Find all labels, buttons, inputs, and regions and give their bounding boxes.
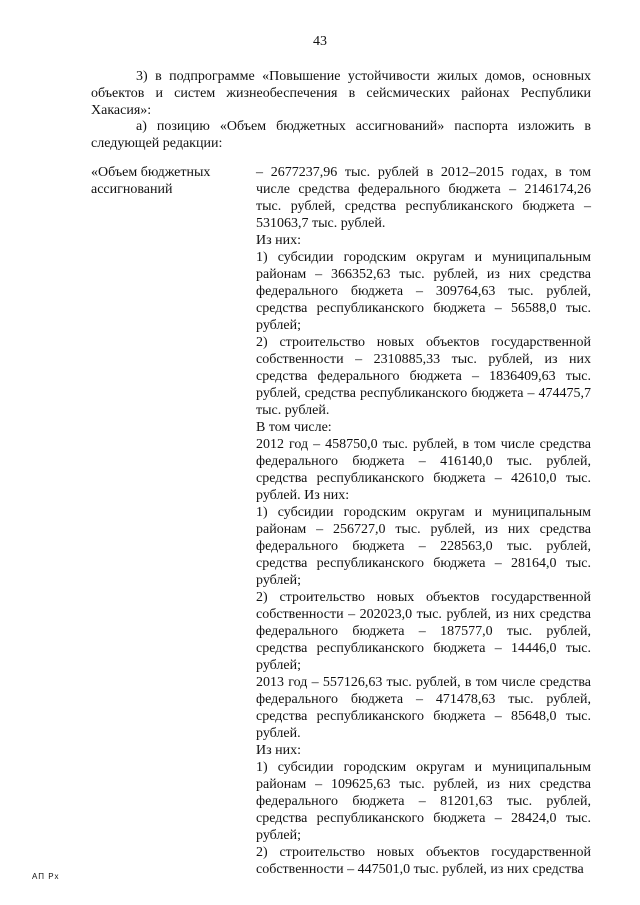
of-them-heading: Из них: bbox=[256, 233, 302, 248]
year-2012-total: 2012 год – 458750,0 тыс. рублей, в том числе средства федерального бюджета – 416140,0 тыс. рублей, средства республиканского бюджета – 42610,0 тыс. рублей. Из них: bbox=[256, 437, 591, 503]
construction-total: 2) строительство новых объектов государственной собственности – 2310885,33 тыс. рублей, из них средства федерального бюджета – 1836409,63 тыс. рублей, средства республиканского бюджета – 474475,7 тыс. рублей. bbox=[256, 335, 591, 418]
year-2013-subsidies: 1) субсидии городским округам и муниципальным районам – 109625,63 тыс. рублей, из них средства федерального бюджета – 81201,63 тыс. рублей, средства республиканского бюджета – 28424,0 тыс. рублей; bbox=[256, 760, 591, 843]
paragraph-subprogram: 3) в подпрограмме «Повышение устойчивости жилых домов, основных объектов и систем жизнеобеспечения в сейсмических районах Республики Хакасия»: bbox=[91, 69, 591, 118]
year-2013-construction: 2) строительство новых объектов государственной собственности – 447501,0 тыс. рублей, из них средства bbox=[256, 845, 591, 877]
year-2012-construction: 2) строительство новых объектов государственной собственности – 202023,0 тыс. рублей, из них средства федерального бюджета – 187577,0 тыс. рублей, средства республиканского бюджета – 14446,0 тыс. рублей; bbox=[256, 590, 591, 673]
paragraph-position: а) позицию «Объем бюджетных ассигнований» паспорта изложить в следующей редакции: bbox=[91, 119, 591, 151]
table-content bbox=[256, 164, 591, 878]
subsidies-total: 1) субсидии городским округам и муниципальным районам – 366352,63 тыс. рублей, из них средства федерального бюджета – 309764,63 тыс. рублей, средства республиканского бюджета – 56588,0 тыс. рублей; bbox=[256, 250, 591, 333]
table-label: «Объем бюджетных ассигнований bbox=[91, 165, 211, 197]
of-them-heading-2013: Из них: bbox=[256, 743, 302, 758]
budget-total: – 2677237,96 тыс. рублей в 2012–2015 годах, в том числе средства федерального бюджета – 2146174,26 тыс. рублей, средства республиканского бюджета – 531063,7 тыс. рублей. bbox=[256, 165, 591, 231]
footer-mark: АП Рх bbox=[32, 872, 60, 881]
year-2012-subsidies: 1) субсидии городским округам и муниципальным районам – 256727,0 тыс. рублей, из них средства федерального бюджета – 228563,0 тыс. рублей, средства республиканского бюджета – 28164,0 тыс. рублей; bbox=[256, 505, 591, 588]
including-heading: В том числе: bbox=[256, 420, 332, 435]
page-number: 43 bbox=[313, 34, 327, 49]
year-2013-total: 2013 год – 557126,63 тыс. рублей, в том числе средства федерального бюджета – 471478,63 тыс. рублей, средства республиканского бюджета – 85648,0 тыс. рублей. bbox=[256, 675, 591, 741]
